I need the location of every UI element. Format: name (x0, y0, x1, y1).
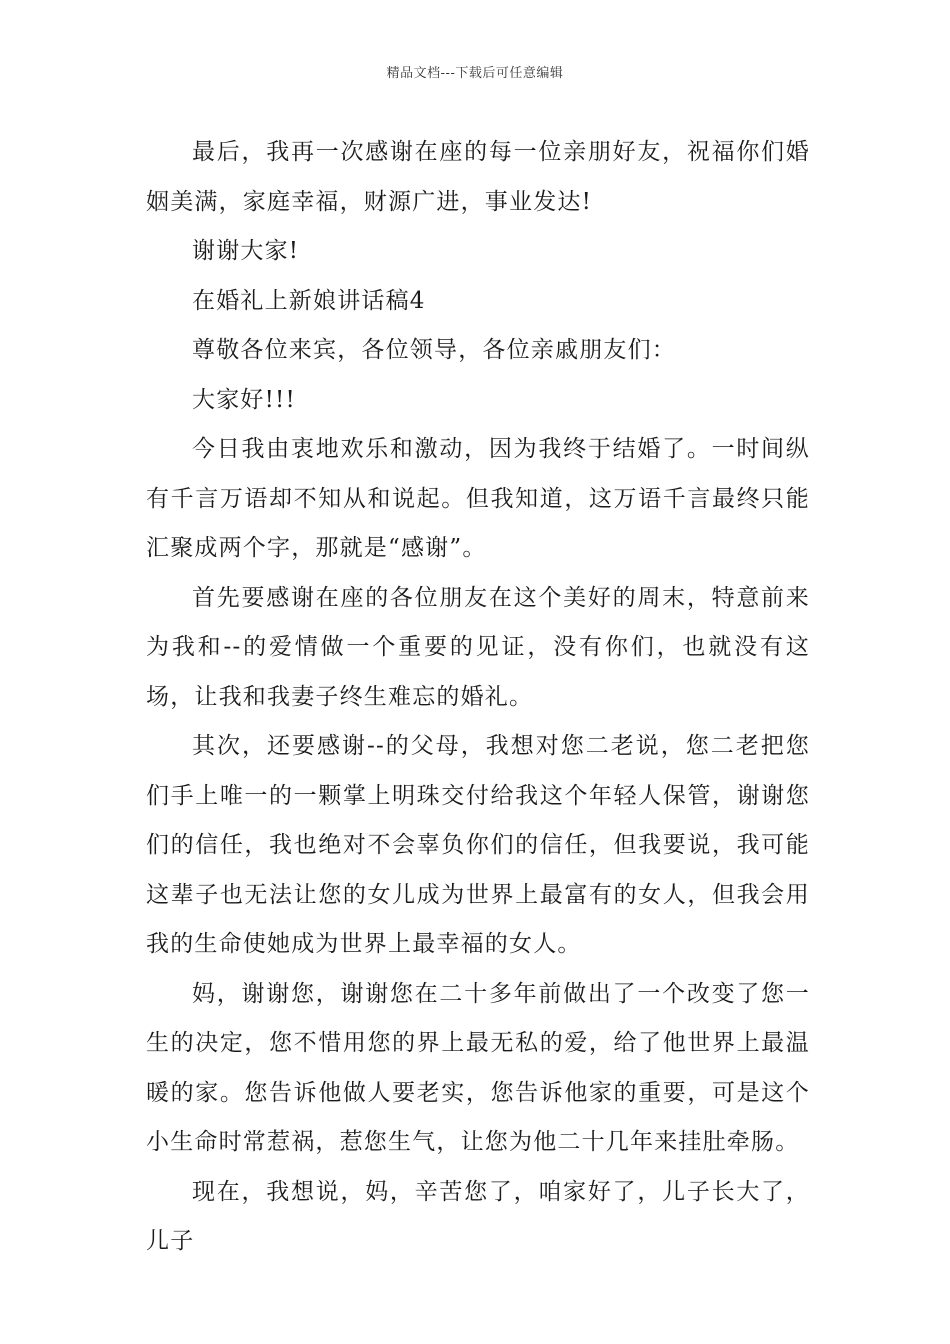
paragraph-opening: 今日我由衷地欢乐和激动，因为我终于结婚了。一时间纵有千言万语却不知从和说起。但我知道，这万语千言最终只能汇聚成两个字，那就是“感谢”。 (146, 436, 810, 561)
paragraph-closing-thanks: 最后，我再一次感谢在座的每一位亲朋好友，祝福你们婚姻美满，家庭幸福，财源广进，事业发达! (146, 139, 810, 215)
page-header: 精品文档---下载后可任意编辑 (386, 66, 564, 81)
paragraph-thanks-friends: 首先要感谢在座的各位朋友在这个美好的周末，特意前来为我和--的爱情做一个重要的见证，没有你们，也就没有这场，让我和我妻子终生难忘的婚礼。 (146, 584, 810, 710)
document-body (146, 128, 810, 1267)
paragraph-thanks-mother: 妈，谢谢您，谢谢您在二十多年前做出了一个改变了您一生的决定，您不惜用您的界上最无私的爱，给了他世界上最温暖的家。您告诉他做人要老实，您告诉他家的重要，可是这个小生命时常惹祸，惹您生气，让您为他二十几年来挂肚牵肠。 (146, 980, 810, 1155)
paragraph-thanks-parents: 其次，还要感谢--的父母，我想对您二老说，您二老把您们手上唯一的一颗掌上明珠交付给我这个年轻人保管，谢谢您们的信任，我也绝对不会辜负你们的信任，但我要说，我可能这辈子也无法让您的女儿成为世界上最富有的女人，但我会用我的生命使她成为世界上最幸福的女人。 (146, 733, 810, 957)
paragraph-thank-you: 谢谢大家! (192, 238, 300, 264)
paragraph-greeting: 大家好!!! (192, 386, 296, 413)
paragraph-salutation: 尊敬各位来宾，各位领导，各位亲戚朋友们： (192, 337, 676, 363)
paragraph-continuation: 现在，我想说，妈，辛苦您了，咱家好了，儿子长大了，儿子 (146, 1178, 810, 1254)
section-title: 在婚礼上新娘讲话稿4 (192, 287, 426, 314)
